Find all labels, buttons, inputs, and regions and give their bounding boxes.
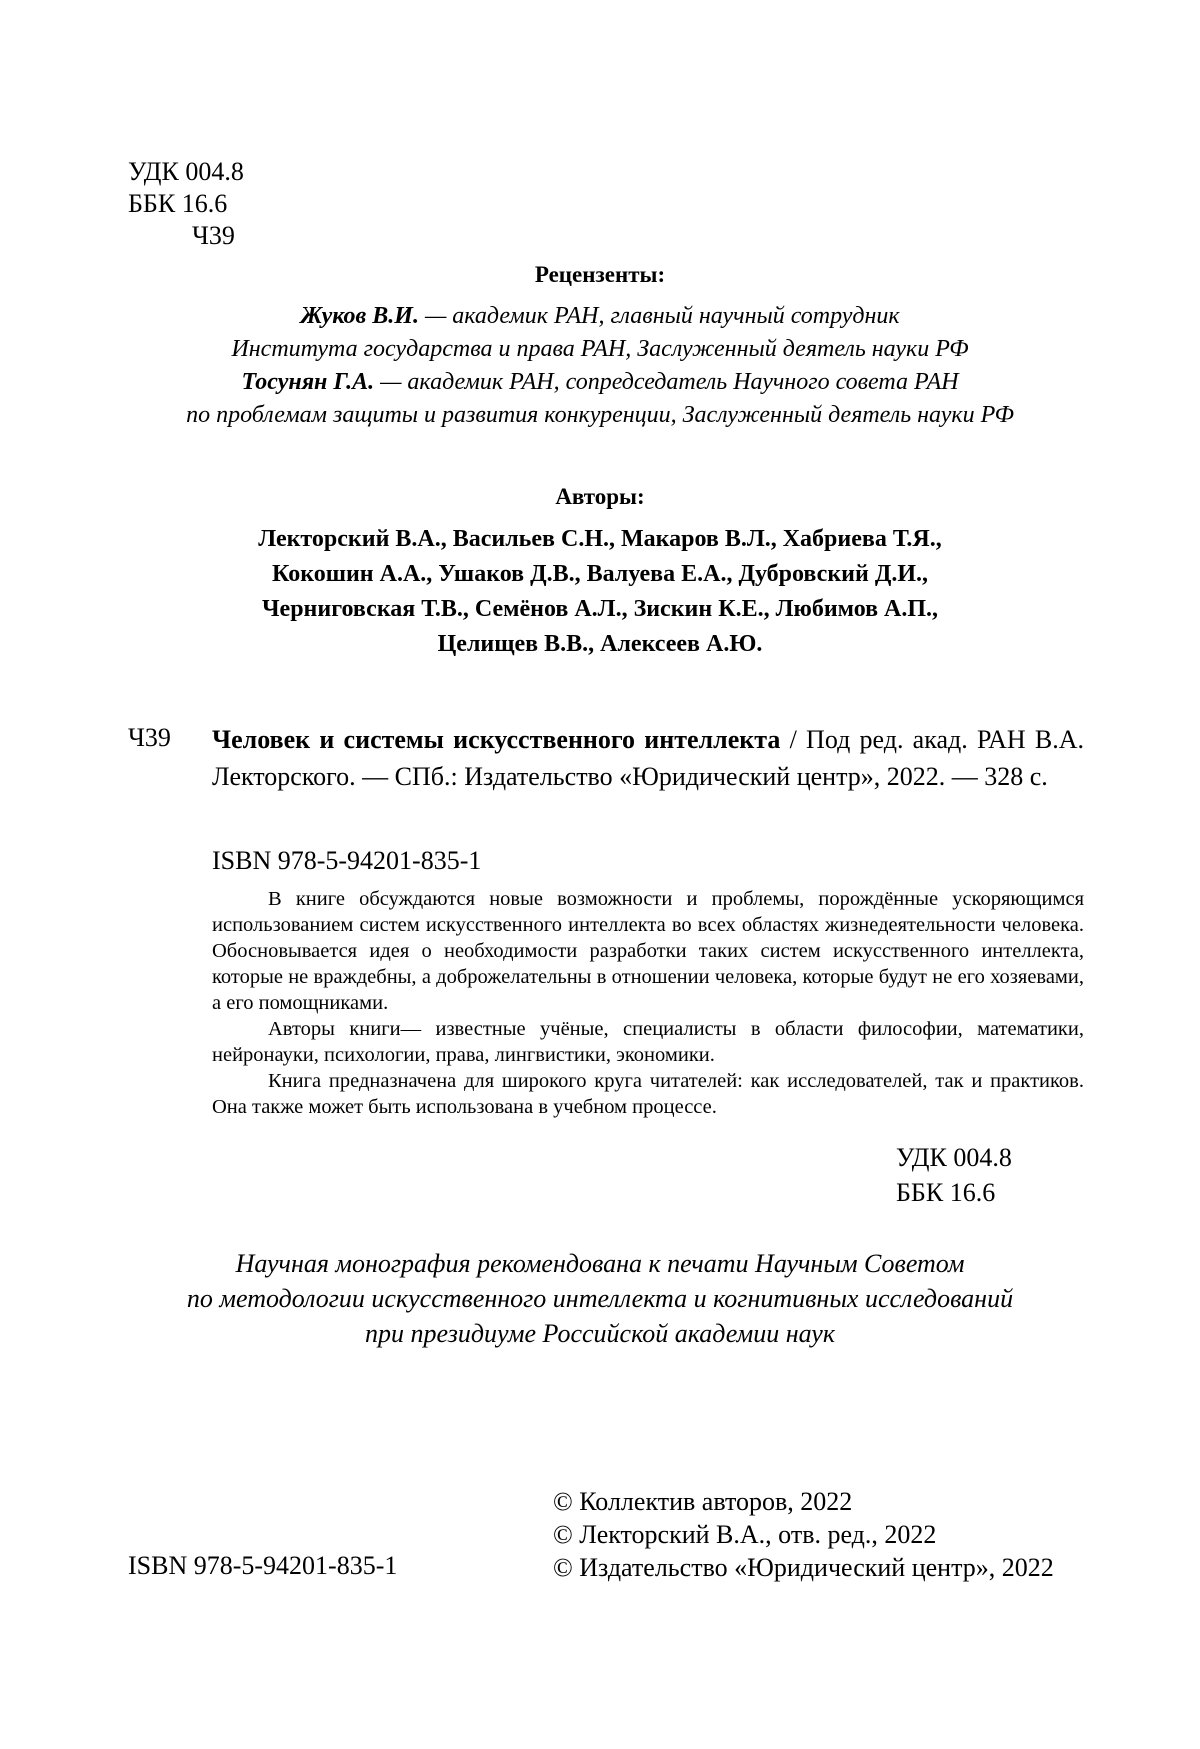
catalog-entry [212, 721, 1084, 795]
reviewer-1-line-2: Института государства и права РАН, Заслуженный деятель науки РФ [231, 336, 969, 362]
author-mark: Ч39 [192, 221, 235, 250]
authors-list [0, 522, 1200, 662]
recommendation-line-1: Научная монография рекомендована к печати Научным Советом [235, 1249, 965, 1278]
reviewer-2-line-1 [0, 366, 1200, 399]
copyright-line-2: © Лекторский В.А., отв. ред., 2022 [553, 1520, 937, 1549]
annotation [212, 886, 1084, 1120]
copyright-block [553, 1485, 1054, 1584]
reviewer-1-name: Жуков В.И. [300, 303, 419, 329]
copyright-line-3: © Издательство «Юридический центр», 2022 [553, 1553, 1054, 1582]
recommendation-line-3: при президиуме Российской академии наук [365, 1319, 835, 1348]
recommendation [0, 1246, 1200, 1351]
recommendation-line-2: по методологии искусственного интеллекта и когнитивных исследований [186, 1284, 1014, 1313]
reviewer-2-line-2: по проблемам защиты и развития конкуренции, Заслуженный деятель науки РФ [186, 402, 1014, 428]
reviewer-2-name: Тосунян Г.А. [241, 369, 375, 395]
bbk-code-bottom: ББК 16.6 [896, 1178, 996, 1207]
book-title: Человек и системы искусственного интеллекта [212, 725, 781, 754]
classification-codes [128, 156, 244, 252]
footer-isbn: ISBN 978-5-94201-835-1 [128, 1551, 398, 1580]
bbk-code: ББК 16.6 [128, 189, 228, 218]
udk-code-bottom: УДК 004.8 [896, 1143, 1012, 1172]
catalog-imprint: / Под ред. акад. РАН В.А. Лекторского. — СПб.: Издательство «Юридический центр», 2022. — 328 с. [212, 725, 1084, 791]
reviewers-heading: Рецензенты: [534, 262, 666, 287]
reviewer-1-line-1 [0, 300, 1200, 333]
catalog-isbn: ISBN 978-5-94201-835-1 [212, 846, 482, 875]
authors-line-1: Лекторский В.А., Васильев С.Н., Макаров В.Л., Хабриева Т.Я., [258, 526, 942, 552]
authors-line-4: Целищев В.В., Алексеев А.Ю. [437, 631, 763, 657]
authors-heading: Авторы: [555, 484, 645, 509]
authors-line-3: Черниговская Т.В., Семёнов А.Л., Зискин К.Е., Любимов А.П., [261, 596, 939, 622]
classification-codes-bottom [896, 1140, 1012, 1210]
authors-line-2: Кокошин А.А., Ушаков Д.В., Валуева Е.А., Дубровский Д.И., [271, 561, 928, 587]
udk-code: УДК 004.8 [128, 157, 244, 186]
annotation-paragraph-1: В книге обсуждаются новые возможности и проблемы, порождённые ускоряющимся использованием систем искусственного интеллекта во всех областях жизнедеятельности человека. Обосновывается идея о необходимости разработки таких систем искусственного интеллекта, которые не враждебны, а доброжелательны в отношении человека, которые будут не его хозяевами, а его помощниками. [212, 888, 1084, 1014]
annotation-paragraph-2: Авторы книги— известные учёные, специалисты в области философии, математики, нейронауки, психологии, права, лингвистики, экономики. [212, 1018, 1084, 1066]
reviewers-list [0, 300, 1200, 432]
copyright-line-1: © Коллектив авторов, 2022 [553, 1487, 853, 1516]
reviewer-1-title: — академик РАН, главный научный сотрудник [418, 303, 900, 329]
catalog-code: Ч39 [128, 723, 171, 752]
reviewer-2-title: — академик РАН, сопредседатель Научного совета РАН [374, 369, 959, 395]
annotation-paragraph-3: Книга предназначена для широкого круга читателей: как исследователей, так и практиков. Она также может быть использована в учебном процессе. [212, 1070, 1084, 1118]
